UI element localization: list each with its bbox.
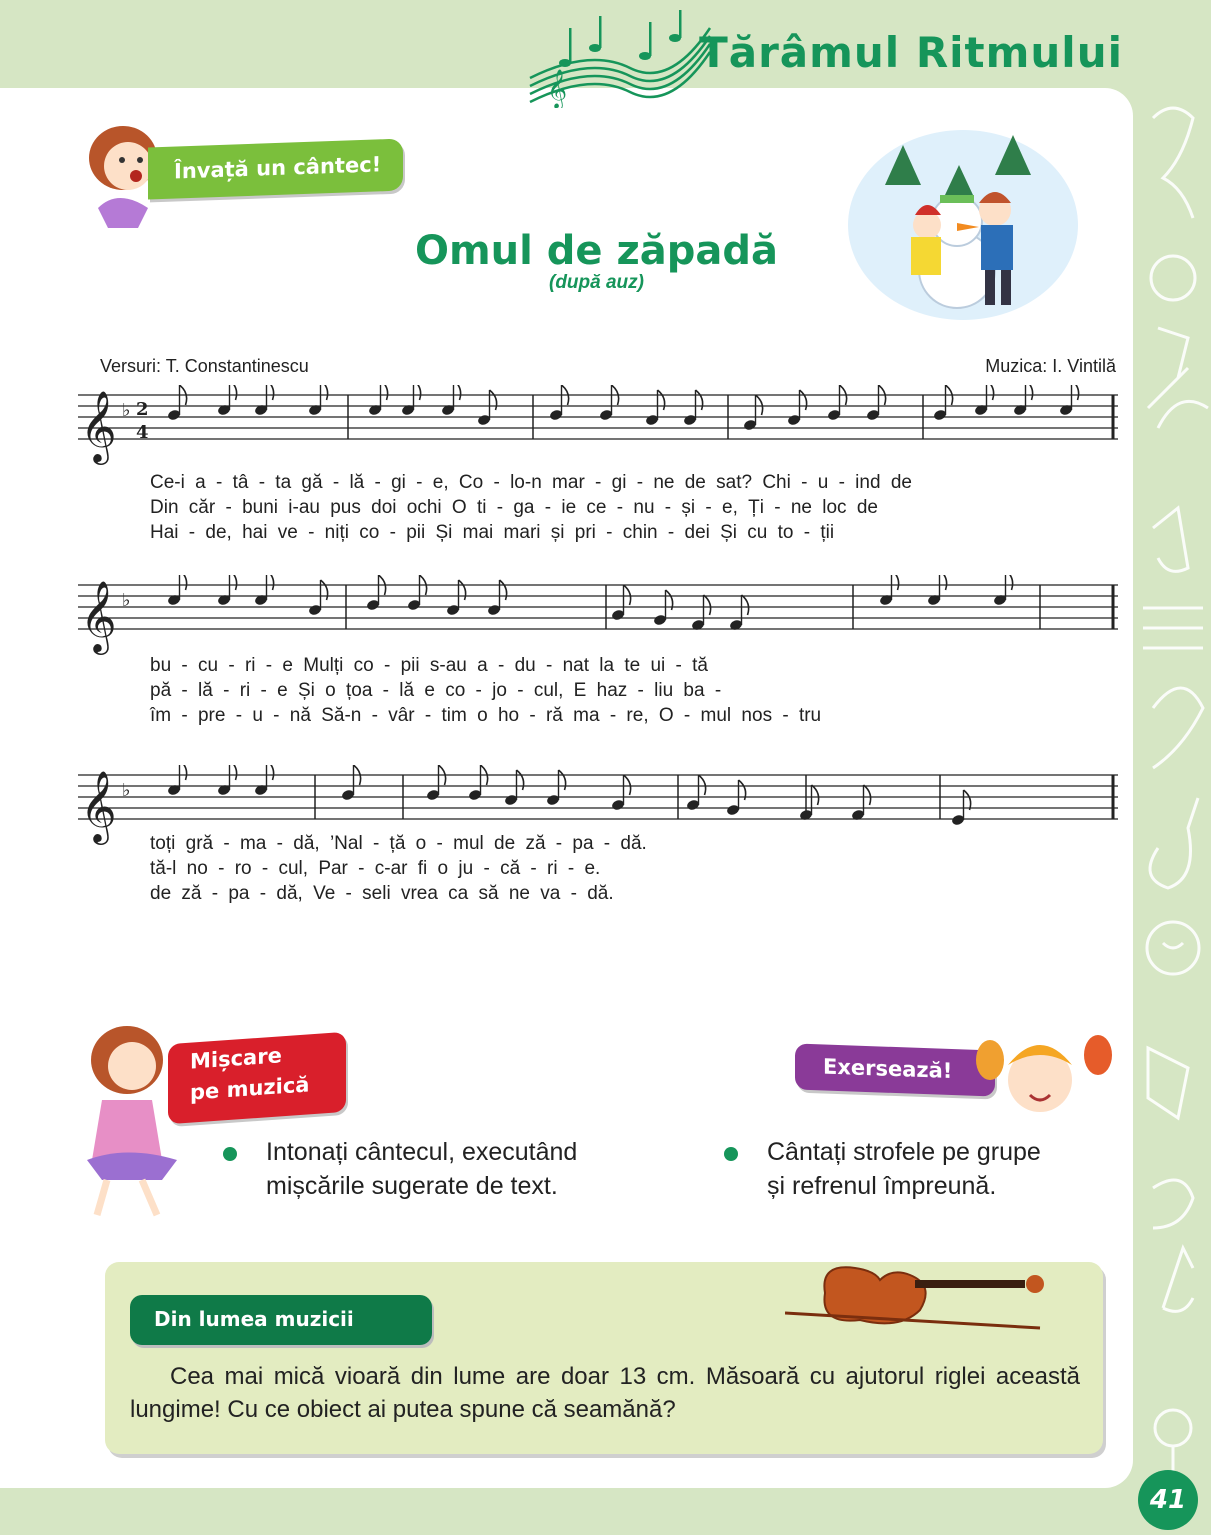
movement-badge — [168, 1032, 346, 1124]
boy-maracas-illustration — [960, 1025, 1120, 1125]
page-number: 41 — [1138, 1470, 1198, 1530]
info-label: Din lumea muzicii — [130, 1295, 432, 1345]
lyric-line — [60, 833, 1130, 857]
exercise-instruction — [767, 1135, 1041, 1203]
staff-system-2 — [78, 575, 1118, 665]
section-title: Tărâmul Ritmului — [699, 28, 1123, 77]
lyric-line — [60, 522, 1130, 546]
bullet-dot — [724, 1147, 738, 1161]
svg-text:𝄞: 𝄞 — [547, 69, 568, 108]
svg-text:𝄞: 𝄞 — [80, 769, 117, 842]
violin-illustration — [785, 1258, 1050, 1333]
lyric-line — [60, 497, 1130, 521]
lyric-line — [60, 858, 1130, 882]
staff-system-1 — [78, 385, 1118, 475]
lyric-line — [60, 883, 1130, 907]
svg-text:2: 2 — [136, 399, 149, 420]
lyrics-credit: Versuri: T. Constantinescu — [100, 356, 309, 376]
svg-text:♭: ♭ — [122, 400, 131, 421]
movement-line1: Intonați cântecul, executând — [266, 1138, 578, 1166]
exercise-line1: Cântați strofele pe grupe — [767, 1138, 1041, 1166]
lyric-line — [60, 705, 1130, 729]
learn-song-badge: Învață un cântec! — [148, 139, 403, 200]
svg-text:4: 4 — [136, 422, 149, 443]
lyric-line — [60, 680, 1130, 704]
info-text: Cea mai mică vioară din lume are doar 13 cm. Măsoară cu ajutorul riglei această lungime! Cu ce obiect ai putea spune că seamănă? — [130, 1363, 1080, 1423]
bullet-dot — [223, 1147, 237, 1161]
song-title: Omul de zăpadă — [414, 228, 778, 274]
lyric-text: pă - lă - ri - e Și o țoa - lă e co - jo - cul, E haz - liu ba - — [150, 680, 722, 701]
movement-badge-line2: pe muzică — [190, 1072, 310, 1105]
movement-instruction — [266, 1135, 577, 1203]
dancing-girl-illustration — [72, 1020, 182, 1220]
exercise-badge: Exersează! — [795, 1044, 995, 1097]
lyric-text: Din căr - buni i-au pus doi ochi O ti - ga - ie ce - nu - și - e, Ți - ne loc de — [150, 497, 878, 518]
song-subtitle: (după auz) — [549, 272, 644, 293]
svg-text:♭: ♭ — [122, 590, 131, 611]
svg-text:𝄞: 𝄞 — [80, 389, 117, 462]
lyric-text: toți gră - ma - dă, ’Nal - ță o - mul de ză - pa - dă. — [150, 833, 647, 854]
snowman-illustration — [845, 125, 1080, 325]
movement-line2: mișcările sugerate de text. — [266, 1172, 558, 1200]
svg-text:♭: ♭ — [122, 780, 131, 801]
lyric-text: Hai - de, hai ve - niți co - pii Și mai mari și pri - chin - dei Și cu to - ții — [150, 522, 835, 543]
lyric-text: de ză - pa - dă, Ve - seli vrea ca să ne va - dă. — [150, 883, 614, 904]
movement-badge-line1: Mișcare — [190, 1043, 282, 1074]
music-doodle-strip — [1133, 88, 1211, 1478]
lyric-line — [60, 472, 1130, 496]
exercise-line2: și refrenul împreună. — [767, 1172, 997, 1200]
music-credit: Muzica: I. Vintilă — [985, 356, 1116, 376]
lyric-text: tă-l no - ro - cul, Par - c-ar fi o ju - că - ri - e. — [150, 858, 601, 879]
lyric-text: Ce-i a - tâ - ta gă - lă - gi - e, Co - lo-n mar - gi - ne de sat? Chi - u - ind de — [150, 472, 912, 493]
music-notes-icon — [525, 8, 715, 108]
lyric-line — [60, 655, 1130, 679]
lyric-text: bu - cu - ri - e Mulți co - pii s-au a - du - nat la te ui - tă — [150, 655, 708, 676]
lyric-text: îm - pre - u - nă Să-n - vâr - tim o ho - ră ma - re, O - mul nos - tru — [150, 705, 822, 726]
svg-text:𝄞: 𝄞 — [80, 579, 117, 652]
